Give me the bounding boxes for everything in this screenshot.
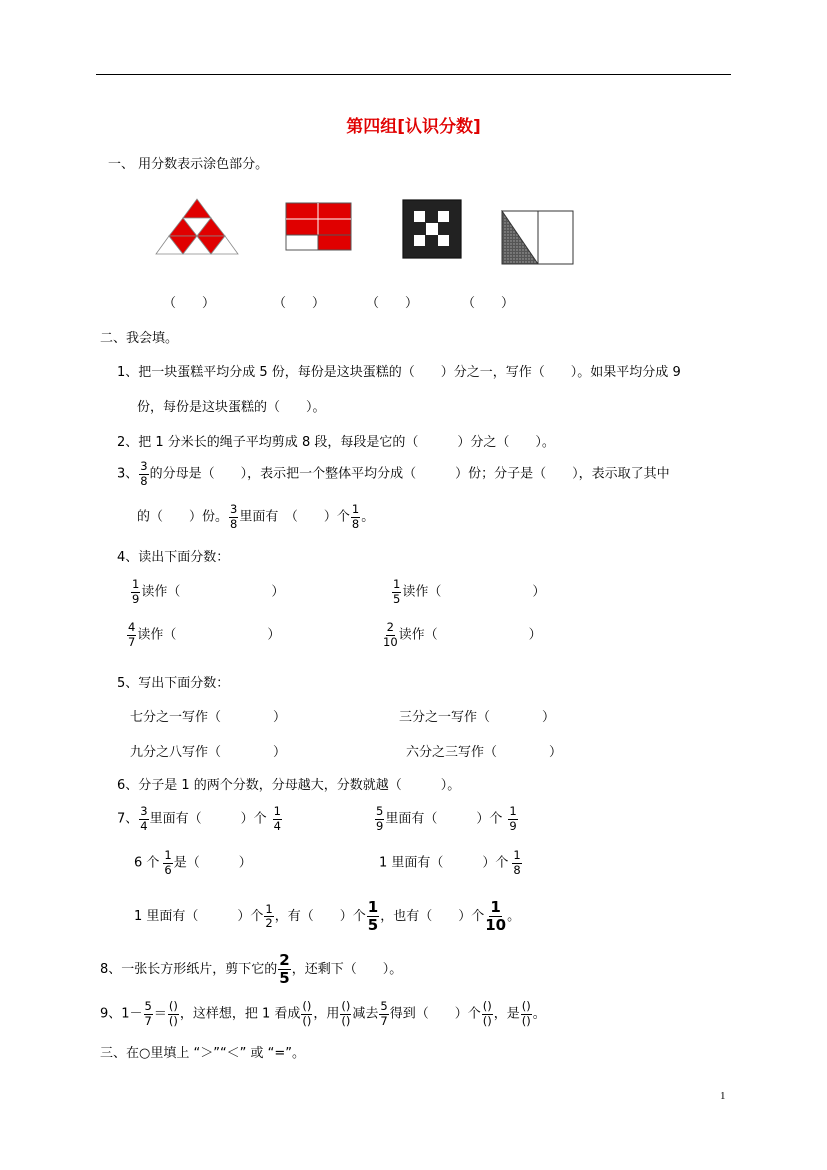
fraction-2-5-bold: $\frac{2}{5}$ bbox=[279, 951, 290, 987]
fraction-4-7: $\frac{4}{7}$ bbox=[128, 620, 136, 649]
question-3-number: 3、 bbox=[117, 466, 139, 482]
rectangle-grid-figure bbox=[285, 202, 352, 251]
question-5-heading: 5、写出下面分数： bbox=[117, 676, 230, 691]
question-7-c-text-2: 是（ ） bbox=[173, 855, 252, 871]
fraction-5-7: $\frac{5}{7}$ bbox=[144, 999, 152, 1028]
fraction-1-8: $\frac{1}{8}$ bbox=[513, 848, 521, 877]
write-fraction-2: 三分之一写作（ ） bbox=[399, 710, 556, 725]
question-9-text-4: 减去 bbox=[352, 1006, 379, 1022]
question-7-e-text-4: 。 bbox=[507, 909, 521, 924]
write-fraction-3: 九分之八写作（ ） bbox=[130, 745, 287, 760]
question-7-e bbox=[134, 900, 520, 933]
shaded-triangle-figure bbox=[501, 210, 574, 265]
question-1-line-2: 份，每份是这块蛋糕的（ ）。 bbox=[137, 400, 326, 415]
read-fraction-1 bbox=[130, 579, 284, 605]
question-9-equals: ＝ bbox=[153, 1006, 167, 1022]
question-6: 6、分子是 1 的两个分数，分母越大，分数就越（ ）。 bbox=[117, 778, 461, 793]
question-7-a-text: 里面有（ ）个 bbox=[149, 811, 267, 827]
fraction-blank: $\frac{()}{()}$ bbox=[341, 999, 351, 1028]
question-9-text-3: ，用 bbox=[313, 1006, 340, 1022]
question-7-number: 7、 bbox=[117, 811, 139, 827]
write-fraction-4: 六分之三写作（ ） bbox=[406, 745, 563, 760]
question-3-text-2: 的（ ）份。 bbox=[137, 509, 229, 525]
read-blank-4: 读作（ ） bbox=[398, 627, 542, 643]
question-3-line-1 bbox=[117, 461, 670, 487]
question-8-text-2: ，还剩下（ ）。 bbox=[291, 962, 403, 977]
question-3-text-3: 里面有 （ ）个 bbox=[239, 509, 350, 525]
question-7-b bbox=[374, 806, 519, 832]
fraction-3-4: $\frac{3}{4}$ bbox=[140, 804, 148, 833]
header-rule bbox=[96, 74, 731, 75]
fraction-1-4: $\frac{1}{4}$ bbox=[273, 804, 281, 833]
question-7-c-text-1: 6 个 bbox=[134, 855, 160, 871]
read-blank-2: 读作（ ） bbox=[402, 584, 546, 600]
fraction-blank: $\frac{()}{()}$ bbox=[521, 999, 531, 1028]
read-blank-3: 读作（ ） bbox=[137, 627, 281, 643]
read-blank-1: 读作（ ） bbox=[141, 584, 285, 600]
question-7-e-text-1: 1 里面有（ ）个 bbox=[134, 909, 264, 924]
question-9-text-2: ，这样想，把 1 看成 bbox=[179, 1006, 301, 1022]
fraction-1-6: $\frac{1}{6}$ bbox=[164, 848, 172, 877]
fraction-5-9: $\frac{5}{9}$ bbox=[376, 804, 384, 833]
fraction-1-5: $\frac{1}{5}$ bbox=[393, 577, 401, 606]
page-number: 1 bbox=[720, 1090, 726, 1102]
question-9-text-6: ，是 bbox=[493, 1006, 520, 1022]
fraction-1-10-bold: $\frac{1}{10}$ bbox=[485, 898, 507, 934]
fraction-1-9: $\frac{1}{9}$ bbox=[509, 804, 517, 833]
fraction-blank: $\frac{()}{()}$ bbox=[302, 999, 312, 1028]
read-fraction-4 bbox=[382, 622, 542, 648]
fraction-blank: $\frac{()}{()}$ bbox=[482, 999, 492, 1028]
checker-figure bbox=[402, 199, 462, 259]
fraction-1-9: $\frac{1}{9}$ bbox=[132, 577, 140, 606]
question-8 bbox=[100, 953, 402, 986]
question-7-d bbox=[379, 850, 523, 876]
page-title: 第四组[认识分数] bbox=[346, 117, 481, 137]
answer-blank-1[interactable]: （ ） bbox=[163, 296, 216, 311]
read-fraction-2 bbox=[391, 579, 545, 605]
fraction-blank: $\frac{()}{()}$ bbox=[168, 999, 178, 1028]
answer-blank-4[interactable]: （ ） bbox=[462, 296, 515, 311]
question-8-text-1: 8、一张长方形纸片，剪下它的 bbox=[100, 962, 278, 977]
fraction-1-5-bold: $\frac{1}{5}$ bbox=[367, 898, 379, 934]
fraction-5-7: $\frac{5}{7}$ bbox=[380, 999, 388, 1028]
question-9-text-5: 得到（ ）个 bbox=[389, 1006, 481, 1022]
question-9-text-1: 9、1－ bbox=[100, 1006, 143, 1022]
section3-heading: 三、在○里填上 “＞”“＜” 或 “=”。 bbox=[100, 1046, 306, 1061]
question-7-b-text: 里面有（ ）个 bbox=[385, 811, 503, 827]
question-7-c bbox=[134, 850, 252, 876]
question-9-text-7: 。 bbox=[532, 1006, 546, 1022]
question-2: 2、把 1 分米长的绳子平均剪成 8 段，每段是它的（ ）分之（ ）。 bbox=[117, 435, 555, 450]
fraction-1-2: $\frac{1}{2}$ bbox=[265, 901, 273, 930]
question-4-heading: 4、读出下面分数： bbox=[117, 550, 230, 565]
answer-blank-3[interactable]: （ ） bbox=[366, 296, 419, 311]
question-3-text-1: 的分母是（ ），表示把一个整体平均分成（ ）份；分子是（ ），表示取了其中 bbox=[149, 466, 670, 482]
question-7-d-text: 1 里面有（ ）个 bbox=[379, 855, 509, 871]
fraction-3-8: $\frac{3}{8}$ bbox=[140, 459, 148, 488]
question-3-text-4: 。 bbox=[361, 509, 375, 525]
question-9 bbox=[100, 1001, 546, 1027]
question-7-a bbox=[117, 806, 283, 832]
question-1-line-1: 1、把一块蛋糕平均分成 5 份，每份是这块蛋糕的（ ）分之一，写作（ ）。如果平均分成 9 bbox=[117, 365, 681, 380]
read-fraction-3 bbox=[126, 622, 280, 648]
section1-heading: 一、 用分数表示涂色部分。 bbox=[108, 157, 269, 172]
question-3-line-2 bbox=[137, 504, 374, 530]
fraction-2-10: $\frac{2}{10}$ bbox=[383, 620, 398, 649]
triangle-figure bbox=[155, 198, 239, 256]
fraction-1-8: $\frac{1}{8}$ bbox=[351, 502, 360, 531]
question-7-e-text-2: ，有（ ）个 bbox=[274, 909, 366, 924]
write-fraction-1: 七分之一写作（ ） bbox=[130, 710, 287, 725]
answer-blank-2[interactable]: （ ） bbox=[273, 296, 326, 311]
section2-heading: 二、我会填。 bbox=[100, 331, 179, 346]
fraction-3-8: $\frac{3}{8}$ bbox=[230, 502, 238, 531]
question-7-e-text-3: ，也有（ ）个 bbox=[380, 909, 485, 924]
